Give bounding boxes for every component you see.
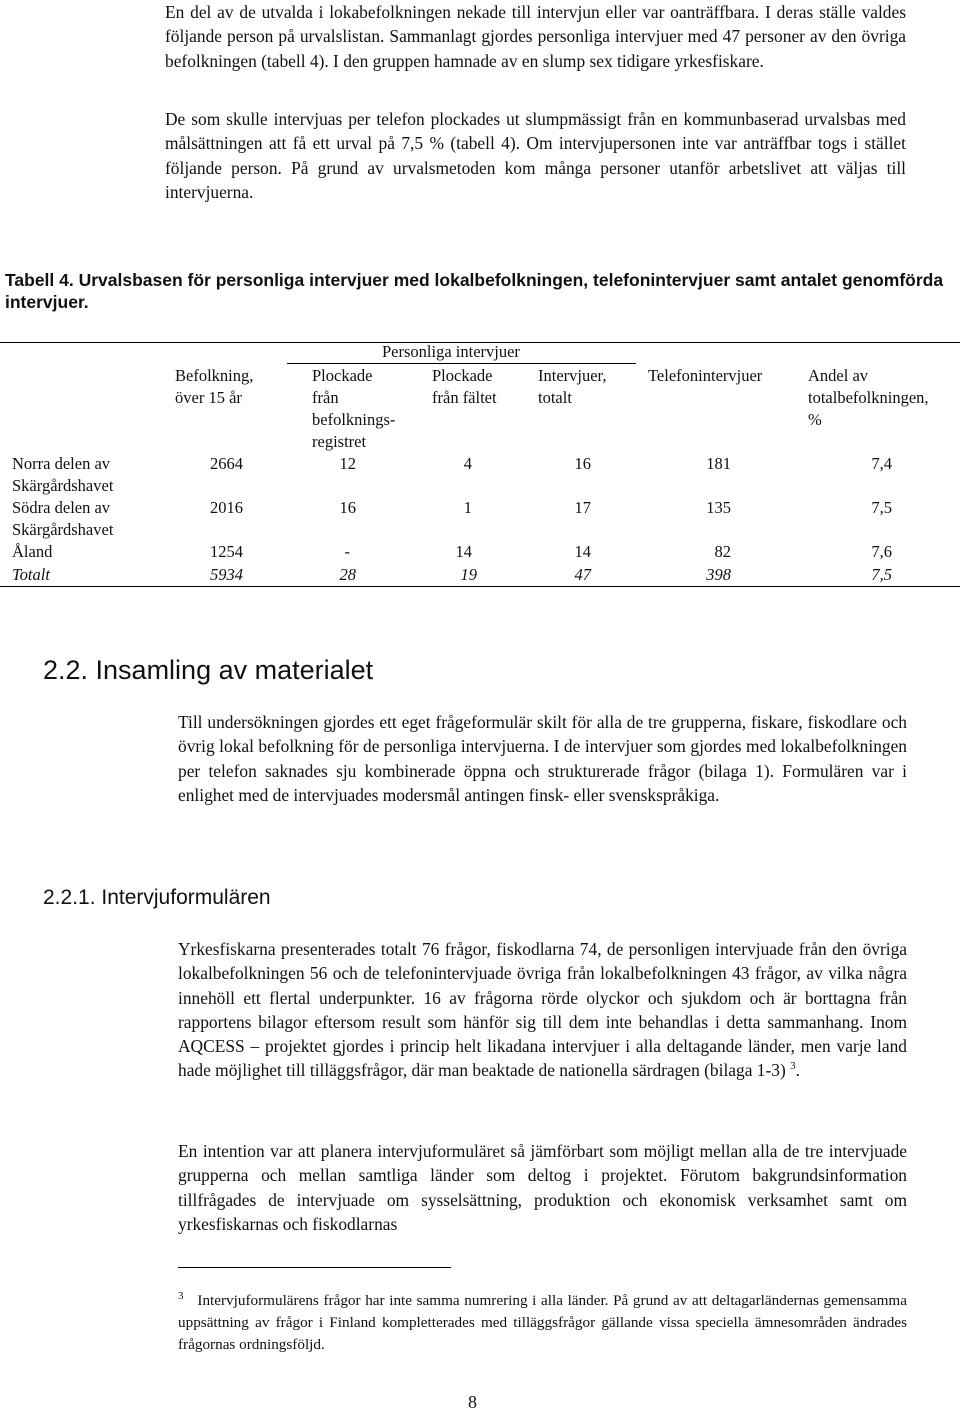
col-header-line: Plockade <box>312 366 373 385</box>
cell-norra-totalt: 16 <box>574 454 591 473</box>
footnote-ref: 3 <box>790 1060 796 1073</box>
col-header-andel <box>808 365 929 431</box>
cell-norra-befolkning: 2664 <box>210 454 243 473</box>
col-header-intervjuer-totalt <box>538 365 607 409</box>
row-label-line: Åland <box>12 542 53 561</box>
cell-sodra-andel: 7,5 <box>871 498 892 517</box>
footnote-marker: 3 <box>178 1289 184 1302</box>
col-header-line: % <box>808 410 822 429</box>
cell-aland-faltet: 14 <box>455 542 472 561</box>
footnote-separator <box>178 1267 451 1268</box>
col-header-line: registret <box>312 432 367 451</box>
cell-sodra-faltet: 1 <box>463 498 472 517</box>
section-heading-2-2-1: 2.2.1. Intervjuformulären <box>43 886 271 909</box>
cell-aland-totalt: 14 <box>574 542 591 561</box>
cell-totalt-befolkning: 5934 <box>210 565 243 584</box>
footnote <box>178 1290 907 1356</box>
cell-norra-andel: 7,4 <box>871 454 892 473</box>
col-header-telefon <box>648 365 762 387</box>
row-label-totalt <box>12 564 50 586</box>
row-label-sodra <box>12 497 113 541</box>
cell-aland-andel: 7,6 <box>871 542 892 561</box>
col-header-line: Plockade <box>432 366 493 385</box>
col-header-line: Telefonintervjuer <box>648 366 763 385</box>
col-header-line: befolknings- <box>312 410 396 429</box>
cell-aland-register: - <box>344 542 350 561</box>
cell-totalt-telefon: 398 <box>706 565 731 584</box>
paragraph-text-end: . <box>795 1060 800 1081</box>
col-header-plockade-register <box>312 365 395 453</box>
row-label-aland <box>12 541 52 563</box>
col-header-line: från <box>312 388 339 407</box>
row-label-norra <box>12 453 113 497</box>
footnote-text: Intervjuformulärens frågor har inte samma numrering i alla länder. På grund av att deltagarländernas gemensamma uppsättning av frågor i Finland kompletterades med tilläggsfrågor gällande vissa speciella ämnesområden ändrades frågornas ordningsföljd. <box>178 1292 907 1353</box>
col-header-line: Befolkning, <box>175 366 254 385</box>
cell-norra-faltet: 4 <box>463 454 472 473</box>
cell-totalt-andel: 7,5 <box>871 565 892 584</box>
intro-paragraph-2: De som skulle intervjuas per telefon plockades ut slumpmässigt från en kommunbaserad urvalsbas med målsättningen att få ett urval på 7,5 % (tabell 4). Om intervjupersonen inte var anträffbar togs i stället följande person. På grund av urvalsmetoden kom många personer utanför arbetslivet att väljas till intervjuerna. <box>165 109 906 202</box>
row-label-line: Södra delen av <box>12 498 111 517</box>
row-label-line: Skärgårdshavet <box>12 520 114 539</box>
row-label-line: Norra delen av <box>12 454 111 473</box>
cell-norra-register: 12 <box>339 454 356 473</box>
row-label-line: Skärgårdshavet <box>12 476 114 495</box>
cell-aland-befolkning: 1254 <box>210 542 243 561</box>
col-header-line: Intervjuer, <box>538 366 607 385</box>
table-bottom-rule <box>0 586 960 587</box>
cell-sodra-telefon: 135 <box>706 498 731 517</box>
group-header-personliga: Personliga intervjuer <box>382 342 520 361</box>
col-header-line: totalbefolkningen, <box>808 388 929 407</box>
section-2-2-paragraph: Till undersökningen gjordes ett eget frågeformulär skilt för alla de tre grupperna, fiskare, fiskodlare och övrig lokal befolkning för de personliga intervjuerna. I de intervjuer som gjordes med lokalbefolkningen per telefon saknades sju kombinerade öppna och strukturerade frågor (bilaga 1). Formulären var i enlighet med de intervjuades modersmål antingen finsk- eller svenskspråkiga. <box>178 712 907 805</box>
section-2-2-1-paragraph-2: En intention var att planera intervjuformuläret så jämförbart som möjligt mellan alla de tre intervjuade grupperna och mellan samtliga länder som deltog i projektet. Förutom bakgrundsinformation tillfrågades de intervjuade om sysselsättning, produktion och ekonomisk verksamhet samt om yrkesfiskarnas och fiskodlarnas <box>178 1141 907 1234</box>
cell-sodra-register: 16 <box>339 498 356 517</box>
col-header-line: totalt <box>538 388 572 407</box>
section-2-2-1-paragraph-1 <box>178 937 907 1083</box>
cell-totalt-totalt: 47 <box>574 565 591 584</box>
col-header-line: från fältet <box>432 388 497 407</box>
cell-aland-telefon: 82 <box>714 542 731 561</box>
section-heading-2-2: 2.2. Insamling av materialet <box>43 655 374 685</box>
col-header-line: över 15 år <box>175 388 242 407</box>
paragraph-text: Yrkesfiskarna presenterades totalt 76 frågor, fiskodlarna 74, de personligen intervjuade från den övriga lokalbefolkningen 56 och de telefonintervjuade övriga från lokalbefolkningen 43 frågor, av vilka några innehöll ett flertal underpunkter. 16 av frågorna rörde olyckor och sjukdom och är borttagna från rapportens bilagor eftersom result som hänför sig till dem inte behandlas i detta sammanhang. Inom AQCESS – projektet gjordes i princip helt likadana intervjuer i alla deltagande länder, men varje land hade möjlighet till tilläggsfrågor, där man beaktade de nationella särdragen (bilaga 1-3) <box>178 939 907 1081</box>
col-header-befolkning <box>175 365 253 409</box>
intro-paragraph-1: En del av de utvalda i lokabefolkningen nekade till intervjun eller var oanträffbara. I deras ställe valdes följande person på urvalslistan. Sammanlagt gjordes personliga intervjuer med 47 personer av den övriga befolkningen (tabell 4). I den gruppen hamnade av en slump sex tidigare yrkesfiskare. <box>165 2 906 71</box>
cell-sodra-totalt: 17 <box>574 498 591 517</box>
cell-totalt-faltet: 19 <box>460 565 477 584</box>
group-header-underline <box>287 363 636 364</box>
page-number: 8 <box>468 1392 477 1412</box>
cell-norra-telefon: 181 <box>706 454 731 473</box>
table-caption: Tabell 4. Urvalsbasen för personliga intervjuer med lokalbefolkningen, telefonintervjuer samt antalet genomförda intervjuer. <box>5 270 944 312</box>
col-header-plockade-faltet <box>432 365 497 409</box>
cell-sodra-befolkning: 2016 <box>210 498 243 517</box>
cell-totalt-register: 28 <box>339 565 356 584</box>
col-header-line: Andel av <box>808 366 869 385</box>
row-label-line: Totalt <box>12 565 50 584</box>
